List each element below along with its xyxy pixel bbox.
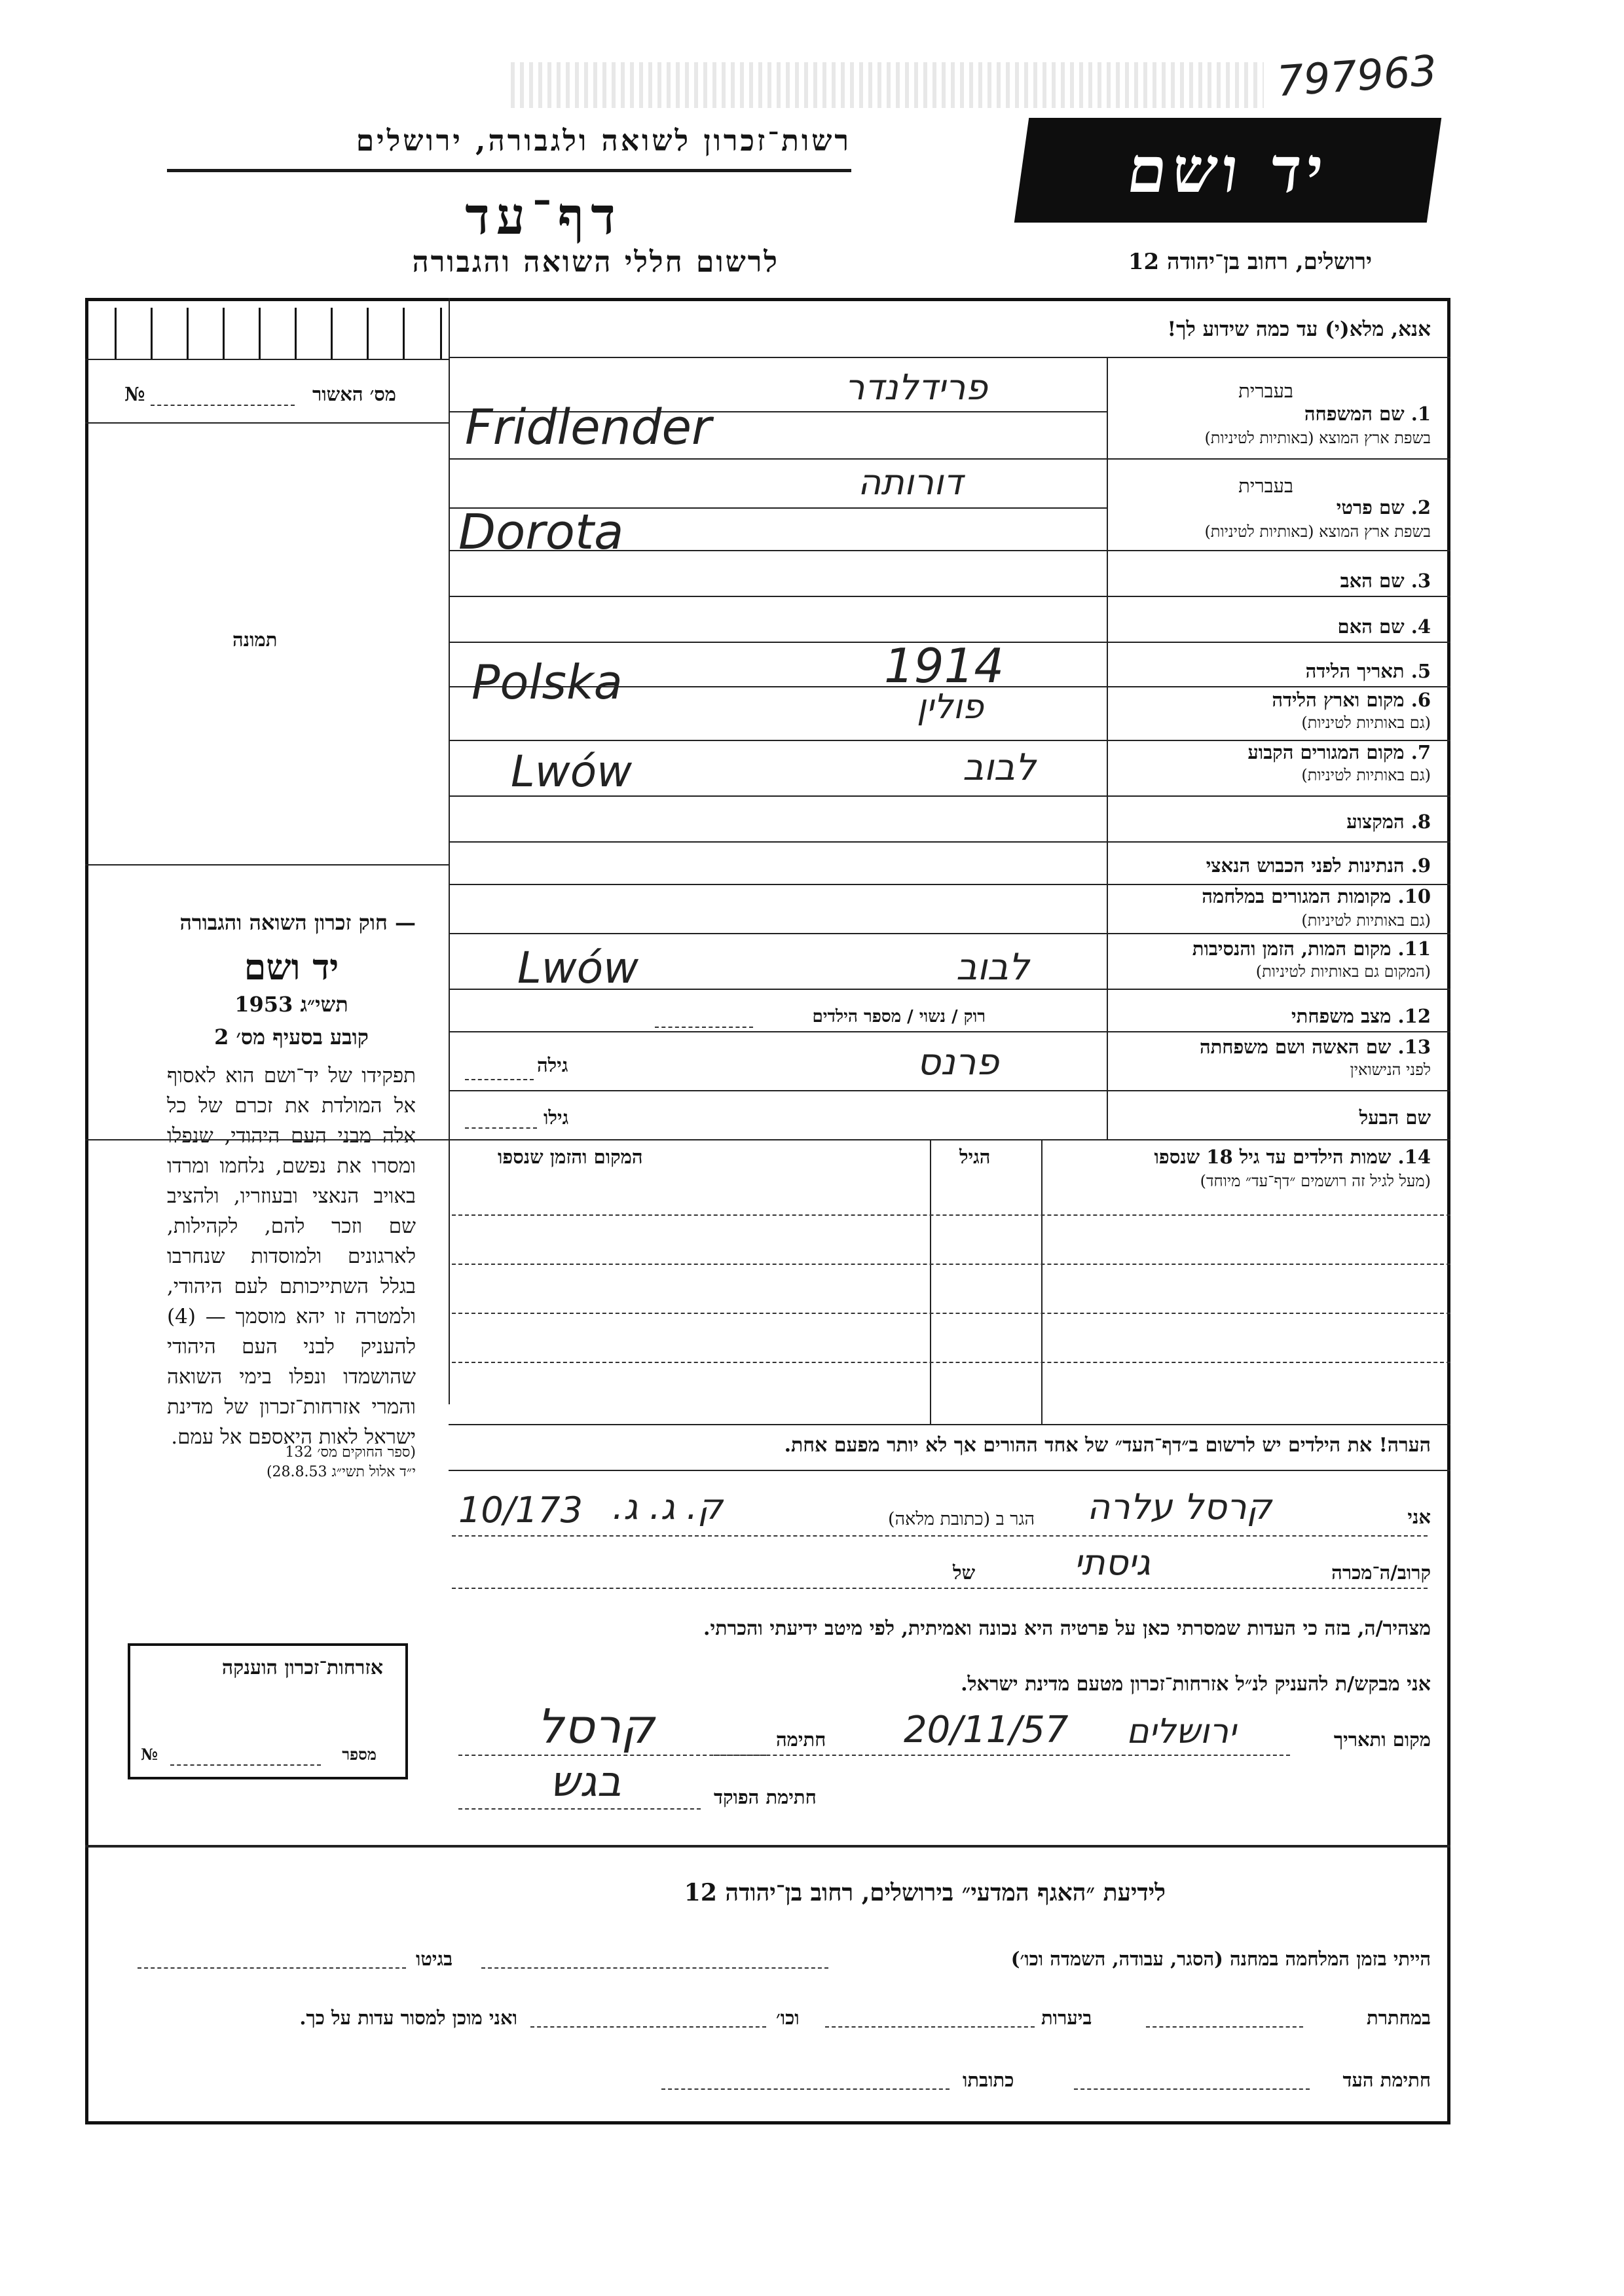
f9-label: 9. הנתינות לפני הכבוש הנאצי <box>1206 854 1431 877</box>
f10-rule <box>449 933 1450 934</box>
sidebar-rule-2 <box>85 422 449 424</box>
f6-hebrew-value[interactable]: פולין <box>917 687 984 727</box>
page-subtitle: לרשום חללי השואה והגבורה <box>412 246 779 279</box>
children-row-4[interactable] <box>452 1362 1450 1363</box>
f7-latin-value[interactable]: Lwów <box>511 746 633 797</box>
f3-label: 3. שם האב <box>1340 570 1431 592</box>
footer-forests: ביערות <box>1041 2007 1092 2029</box>
stamp-number-label: מספר <box>342 1745 377 1764</box>
f11-sub: (המקום גם באותיות לטיניות) <box>1255 962 1431 981</box>
f1-in-hebrew: בעברית <box>1238 380 1293 402</box>
f1-rule <box>449 458 1450 460</box>
wife-age-line[interactable] <box>465 1079 534 1080</box>
f7-hebrew-value[interactable]: לבוב <box>963 746 1036 789</box>
f13-rule <box>449 1090 1450 1091</box>
cert-no-label: מס׳ האשור <box>312 383 396 405</box>
f8-rule <box>449 841 1450 843</box>
children-row-2[interactable] <box>452 1264 1450 1265</box>
footer-underground-line[interactable] <box>1146 2026 1303 2028</box>
f6-latin-value[interactable]: Polska <box>471 655 623 710</box>
header-address: ירושלים, רחוב בן־יהודה 12 <box>1128 249 1372 275</box>
f2-label: 2. שם פרטי <box>1336 496 1431 519</box>
declarant-i-label: אני <box>1407 1506 1431 1528</box>
f2-latin-value[interactable]: Dorota <box>458 504 624 560</box>
law-source-2: י״ד אלול תשי״ג 28.8.53) <box>266 1464 416 1480</box>
f7-rule <box>449 795 1450 797</box>
f12-options: רוק / נשוי / מספר הילדים <box>812 1007 986 1027</box>
official-signature-line <box>458 1808 701 1810</box>
office-checkbox-strip <box>115 308 442 359</box>
footer-ghetto-line[interactable] <box>138 1967 406 1969</box>
wife-age-label: גילה <box>537 1054 568 1076</box>
law-text: תפקידו של יד־ושם הוא לאסוף אל המולדת את זכרם של כל אלה מבני העם היהודי, שנפלו ומסרו את נפשם, נלחמו ומרדו באויב הנאצי ובעוזריו, ולהציב שם וזכר להם, לקהילות, לארגונים ולמוסדות שנחרבו בגלל השתייכותם לעם היהודי, ולמטרה זו יהא מוסמך — (4) להעניק לבני העם היהודי שהושמדו ונפלו בימי השואה והמרי אזרחות־זכרון של מדינת ישראל לאות היאספם אל עמם. <box>167 1064 416 1449</box>
f13-sub: לפני הנישואין <box>1350 1061 1431 1079</box>
page-title: דף־עד <box>465 187 622 246</box>
f12-label: 12. מצב משפחתי <box>1291 1005 1431 1027</box>
footer-etc: וכו׳ <box>776 2007 800 2029</box>
f11-label: 11. מקום המות, הזמן והנסיבות <box>1192 938 1431 960</box>
law-name: יד ושם <box>244 946 339 988</box>
witness-address-line[interactable] <box>661 2088 950 2090</box>
date-value[interactable]: 20/11/57 <box>904 1709 1069 1751</box>
f13-value[interactable]: פרנס <box>917 1041 999 1084</box>
footer-etc-line[interactable] <box>530 2026 766 2028</box>
request-text: אני מבקש/ת להעניק לנ״ל אזרחות־זכרון מטעם מדינת ישראל. <box>961 1673 1431 1696</box>
f2-in-hebrew: בעברית <box>1238 475 1293 497</box>
f1-sub: בשפת ארץ המוצא (באותיות לטיניות) <box>1204 429 1431 447</box>
declarant-address[interactable]: ק. ג. ג. <box>612 1486 723 1527</box>
f13-label: 13. שם האשה ושם משפחתה <box>1199 1036 1431 1058</box>
note-rule <box>449 1470 1450 1471</box>
intro-rule <box>449 357 1450 358</box>
f6-label: 6. מקום וארץ הלידה <box>1272 689 1431 711</box>
f2-rule <box>449 550 1450 551</box>
yad-vashem-logo: יד ושם <box>1014 118 1441 223</box>
witness-signature-line[interactable] <box>1074 2088 1310 2090</box>
law-heading: — חוק זכרון השואה והגבורה <box>179 910 416 935</box>
official-signature-label: חתימת הפוקד <box>714 1786 817 1808</box>
archive-number: 797963 <box>1275 46 1439 107</box>
stamp-number-line <box>170 1764 321 1766</box>
stamp-title: אזרחות־זכרון הוענקה <box>221 1656 383 1679</box>
footer-ghetto-label: בגיטו <box>416 1948 453 1970</box>
sidebar-divider <box>449 298 450 1404</box>
footer-forests-line[interactable] <box>825 2026 1035 2028</box>
footer-line1: הייתי בזמן המלחמה במחנה (הסגר, עבודה, השמדה וכו׳) <box>1010 1948 1431 1970</box>
organization-name: רשות־זכרון לשואה ולגבורה, ירושלים <box>356 124 851 158</box>
lives-at-label: הגר ב (כתובת מלאה) <box>888 1509 1035 1529</box>
children-col-age: הגיל <box>959 1146 991 1168</box>
f4-label: 4. שם האם <box>1337 615 1431 638</box>
law-year: תשי״ג 1953 <box>234 992 348 1017</box>
witness-signature-label: חתימת העד <box>1342 2069 1431 2091</box>
f5-label: 5. תאריך הלידה <box>1305 660 1431 682</box>
relative-line[interactable] <box>452 1588 1428 1589</box>
place-date-line <box>714 1755 1290 1756</box>
signature-label: חתימה <box>776 1728 826 1751</box>
signature-line <box>458 1755 766 1756</box>
f1-label: 1. שם המשפחה <box>1304 403 1431 425</box>
f11-latin-value[interactable]: Lwów <box>517 943 639 993</box>
cert-no-line[interactable] <box>151 405 295 406</box>
f1-hebrew-value[interactable]: פרידלנדר <box>845 367 988 408</box>
footer-rule <box>85 1845 1450 1848</box>
f12-children-line[interactable] <box>655 1027 753 1028</box>
law-source-1: (ספר החוקים מס׳ 132 <box>285 1444 416 1461</box>
f11-rule <box>449 989 1450 990</box>
f7-label: 7. מקום המגורים הקבוע <box>1247 741 1431 763</box>
f3-rule <box>449 596 1450 597</box>
f14-sub: (מעל לגיל זה רושמים ״דף־עד״ מיוחד) <box>1200 1172 1431 1190</box>
children-col-place: המקום והזמן שנספו <box>498 1146 643 1168</box>
official-signature-value[interactable]: בגש <box>550 1758 621 1806</box>
photo-label: תמונה <box>232 629 278 651</box>
signature-value[interactable]: קרסל <box>537 1699 655 1754</box>
place-value[interactable]: ירושלים <box>1126 1712 1236 1751</box>
sidebar-rule <box>85 359 449 360</box>
husband-age-line[interactable] <box>465 1127 537 1129</box>
f11-hebrew-value[interactable]: לבוב <box>956 946 1029 989</box>
children-table-bottom <box>449 1424 1450 1425</box>
place-date-label: מקום ותאריך <box>1333 1728 1431 1751</box>
witness-address-label: כתובתו <box>963 2069 1014 2091</box>
children-note: הערה! את הילדים יש לרשום ב״דף־העד״ של אחד ההורים אך לא יותר מפעם אחת. <box>784 1434 1431 1457</box>
relation-value[interactable]: גיסתי <box>1074 1542 1151 1583</box>
declarant-name[interactable]: קרסל עלרה <box>1087 1486 1272 1527</box>
f10-label: 10. מקומות המגורים במלחמה <box>1202 885 1431 907</box>
footer-underground: במחתרת <box>1367 2007 1431 2029</box>
footer-heading: לידיעת ״האגף המדעי״ בירושלים, רחוב בן־יהודה 12 <box>684 1879 1166 1906</box>
declarant-line <box>452 1535 1428 1537</box>
form-intro: אנא, מלא(י) עד כמה שידוע לך! <box>1167 318 1431 341</box>
stamp-no-mark: № <box>141 1745 158 1764</box>
f1-latin-value[interactable]: Fridlender <box>465 399 712 456</box>
children-col-divider-2 <box>1041 1139 1043 1424</box>
cert-no-mark: № <box>124 383 145 405</box>
of-label: של <box>953 1561 976 1584</box>
relative-label: קרוב/ה־מכרה <box>1331 1561 1431 1584</box>
children-col-divider-1 <box>930 1139 931 1424</box>
husband-label: שם הבעל <box>1359 1106 1431 1129</box>
scan-noise <box>511 62 1264 108</box>
f6-sub: (גם באותיות לטיניות) <box>1301 714 1431 732</box>
f2-hebrew-value[interactable]: דורותה <box>858 462 963 503</box>
f2-sub: בשפת ארץ המוצא (באותיות לטיניות) <box>1204 522 1431 541</box>
law-section: קובע בסעיף מס׳ 2 <box>214 1025 369 1049</box>
children-row-1[interactable] <box>452 1214 1450 1216</box>
husband-rule <box>85 1139 1450 1140</box>
f14-label: 14. שמות הילדים עד גיל 18 שנספו <box>1154 1146 1431 1168</box>
husband-age-label: גילו <box>544 1106 569 1129</box>
header-rule <box>167 169 851 172</box>
footer-camp-line[interactable] <box>481 1967 828 1969</box>
f5-value[interactable]: 1914 <box>884 638 1005 693</box>
f7-sub: (גם באותיות לטיניות) <box>1301 766 1431 784</box>
children-row-3[interactable] <box>452 1313 1450 1314</box>
declarant-address-number[interactable]: 10/173 <box>458 1489 583 1531</box>
f10-sub: (גם באותיות לטיניות) <box>1301 911 1431 930</box>
photo-bottom-rule <box>85 864 449 866</box>
declaration-text: מצהיר/ה, בזה כי העדות שמסרתי כאן על פרטיה היא נכונה ואמיתית, לפי מיטב ידיעתי והכרתי. <box>703 1617 1431 1640</box>
footer-willing: ואני מוכן למסור עדות על כך. <box>299 2007 517 2029</box>
label-column-divider <box>1107 357 1108 1139</box>
f8-label: 8. המקצוע <box>1346 811 1431 833</box>
f12-rule <box>449 1031 1450 1032</box>
